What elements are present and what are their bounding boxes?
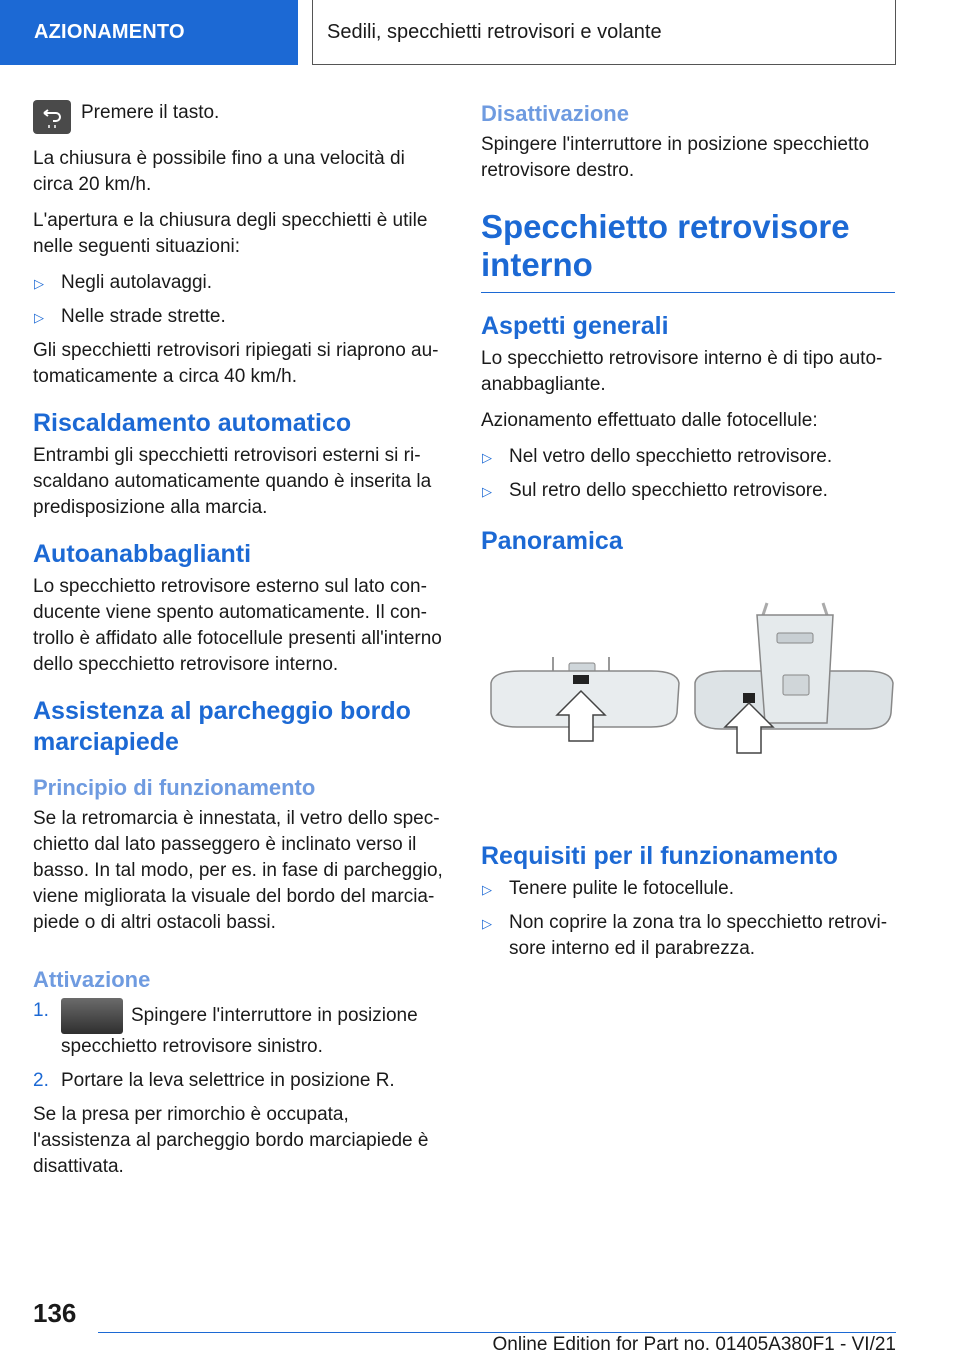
paragraph: L'apertura e la chiusura degli specchietti è utile nelle seguenti situazioni: <box>33 210 428 257</box>
triangle-bullet-icon: ▷ <box>482 882 492 897</box>
heading-interior-mirror: Specchietto retrovisore interno <box>481 208 895 293</box>
triangle-bullet-icon: ▷ <box>482 916 492 931</box>
chapter-tab <box>312 0 896 65</box>
list-item: ▷ Tenere pulite le fotocellule. <box>481 876 895 902</box>
mirror-switch-icon <box>61 998 123 1034</box>
right-column <box>481 100 895 970</box>
step-number: 2. <box>33 1070 49 1091</box>
heading-deactivation: Disattivazione <box>481 101 629 126</box>
list-item: ▷ Negli autolavaggi. <box>33 270 447 296</box>
press-button-row <box>33 100 447 134</box>
section-tab <box>0 0 298 65</box>
paragraph: Lo specchietto retrovisore esterno sul lato conducente viene spento automaticamente. Il controllo è affidato alle fotocellule presenti all'interno dello specchietto retrovisore interno. <box>33 576 442 675</box>
paragraph: Lo specchietto retrovisore interno è di tipo autoanabbagliante. <box>481 348 883 395</box>
heading-antiglare: Autoanabbaglianti <box>33 540 252 568</box>
paragraph: Se la retromarcia è innestata, il vetro dello specchietto dal lato passeggero è inclinato verso il basso. In tal modo, per es. in fase di parcheggio, viene migliorata la visuale del bordo del marciapiede o di altri ostacoli bassi. <box>33 808 443 933</box>
mirror-fold-button-icon <box>33 100 71 134</box>
edition-text: Online Edition for Part no. 01405A380F1 - VI/21 <box>492 1334 896 1355</box>
list-item: ▷ Sul retro dello specchietto retrovisore. <box>481 478 895 504</box>
triangle-bullet-icon: ▷ <box>34 310 44 325</box>
step-item: 1. Spingere l'interruttore in posizione specchietto retrovisore sinistro. <box>33 1000 418 1057</box>
heading-parking-assist: Assistenza al parcheggio bordo marciapiede <box>33 697 411 756</box>
paragraph: Entrambi gli specchietti retrovisori esterni si riscaldano automaticamente quando è inserita la predisposizione alla marcia. <box>33 445 432 518</box>
list-item: ▷ Nelle strade strette. <box>33 304 447 330</box>
footer-divider <box>98 1332 896 1333</box>
list-item: ▷ Non coprire la zona tra lo specchietto retrovisore interno ed il parabrezza. <box>482 912 888 959</box>
triangle-bullet-icon: ▷ <box>34 276 44 291</box>
interior-mirror-illustration <box>481 575 895 795</box>
heading-overview: Panoramica <box>481 527 623 555</box>
page-number: 136 <box>33 1298 77 1328</box>
step-number: 1. <box>33 1000 49 1021</box>
press-button-text: Premere il tasto. <box>81 102 220 123</box>
chapter-title: Sedili, specchietti retrovisori e volante <box>327 20 662 43</box>
paragraph: Azionamento effettuato dalle fotocellule: <box>481 410 818 431</box>
step-item: 2. Portare la leva selettrice in posizione R. <box>33 1068 447 1094</box>
heading-heating: Riscaldamento automatico <box>33 409 352 437</box>
left-column <box>33 100 447 1190</box>
paragraph: Se la presa per rimorchio è occupata, l'assistenza al parcheggio bordo marciapiede è disattivata. <box>33 1104 429 1177</box>
paragraph: La chiusura è possibile fino a una velocità di circa 20 km/h. <box>33 148 405 195</box>
heading-requirements: Requisiti per il funzionamento <box>481 842 838 870</box>
paragraph: Spingere l'interruttore in posizione specchietto retrovisore destro. <box>481 134 870 181</box>
heading-principle: Principio di funzionamento <box>33 775 316 800</box>
heading-activation: Attivazione <box>33 967 151 992</box>
section-title: AZIONAMENTO <box>34 21 185 43</box>
triangle-bullet-icon: ▷ <box>482 450 492 465</box>
heading-general: Aspetti generali <box>481 312 669 340</box>
paragraph: Gli specchietti retrovisori ripiegati si riaprono automaticamente a circa 40 km/h. <box>33 340 439 387</box>
triangle-bullet-icon: ▷ <box>482 484 492 499</box>
list-item: ▷ Nel vetro dello specchietto retrovisore. <box>481 444 895 470</box>
